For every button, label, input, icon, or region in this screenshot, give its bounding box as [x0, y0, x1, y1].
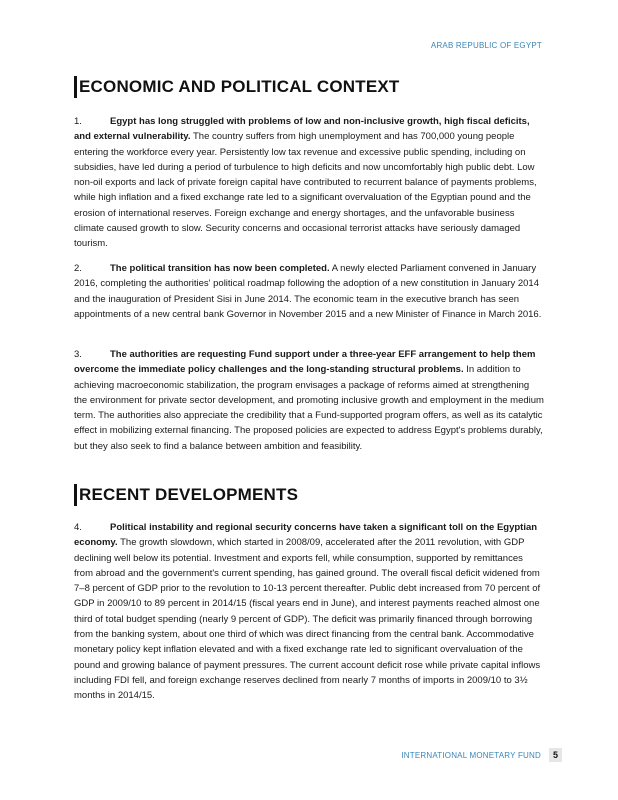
paragraph-body: The country suffers from high unemployment and has 700,000 young people entering the workforce every year. Persistently low tax revenue and excessive public spending, including on subsidies, have led during a period of turbulence to high deficits and now uncomfortably high public debt. Low non-oil exports and lack of private foreign capital have contributed to recurrent balance of payments problems, while high inflation and a fixed exchange rate led to a significant overvaluation of the Egyptian pound and the erosion of international reserves. Foreign exchange and energy shortages, and the unfavorable business climate caused growth to slow. Security concerns and occasional terrorist attacks have seriously damaged tourism.	[74, 131, 537, 250]
footer-organization: INTERNATIONAL MONETARY FUND	[401, 750, 541, 760]
paragraph-body: In addition to achieving macroeconomic stabilization, the program envisages a package of reforms aimed at strengthening the environment for private sector development, and promoting inclusive growth and employment in the medium term. The authorities also appreciate the credibility that a Fund-supported program offers, as well as its catalytic effect in mobilizing external financing. The proposed policies are expected to address Egypt's problems durably, but they also seek to find a balance between ambition and feasibility.	[74, 364, 544, 452]
paragraph-3	[74, 347, 544, 454]
paragraph-lead: Political instability and regional security concerns have taken a significant toll on the Egyptian economy.	[74, 522, 538, 549]
paragraph-lead: The authorities are requesting Fund support under a three-year EFF arrangement to help them overcome the immediate policy challenges and the long-standing structural problems.	[74, 349, 536, 376]
paragraph-body: A newly elected Parliament convened in January 2016, completing the authorities' political roadmap following the adoption of a new constitution in January 2014 and the inauguration of President Sisi in June 2014. The economic team in the executive branch has seen appointments of a new central bank Governor in November 2015 and a new Minister of Finance in March 2016.	[74, 263, 542, 320]
page-number: 5	[549, 748, 562, 762]
running-header: ARAB REPUBLIC OF EGYPT	[430, 41, 542, 50]
paragraph-1	[74, 114, 544, 252]
page-footer	[401, 748, 562, 762]
paragraph-body: The growth slowdown, which started in 2008/09, accelerated after the 2011 revolution, with GDP declining well below its potential. Investment and exports fell, while consumption, supported by remittances from abroad and the government's current spending, has gained ground. The overall fiscal deficit widened from 7–8 percent of GDP prior to the revolution to 10-13 percent thereafter. Public debt increased from 70 percent of GDP in 2009/10 to 89 percent in 2014/15 (fiscal years end in June), and interest payments reached almost one third of total budget spending (nearly 9 percent of GDP). The deficit was primarily financed through borrowing from the banking system, about one third of which was direct financing from the central bank. Accommodative monetary policy kept inflation elevated and with a fixed exchange rate led to significant overvaluation of the pound and growing balance of payment pressures. The current account deficit rose while private capital inflows including FDI fell, and foreign exchange reserves declined from nearly 7 months of imports in 2009/10 to 3½ months in 2014/15.	[74, 537, 541, 702]
paragraph-number: 3.	[74, 349, 82, 360]
paragraph-number: 1.	[74, 116, 82, 127]
section-title-recent-developments: RECENT DEVELOPMENTS	[74, 484, 549, 506]
paragraph-lead: Egypt has long struggled with problems of low and non-inclusive growth, high fiscal deficits, and external vulnerability.	[74, 116, 530, 143]
paragraph-4	[74, 520, 544, 704]
paragraph-number: 4.	[74, 522, 82, 533]
paragraph-number: 2.	[74, 263, 82, 274]
paragraph-lead: The political transition has now been completed.	[110, 263, 330, 274]
section-title-economic-political-context: ECONOMIC AND POLITICAL CONTEXT	[74, 76, 549, 98]
paragraph-2	[74, 261, 544, 322]
